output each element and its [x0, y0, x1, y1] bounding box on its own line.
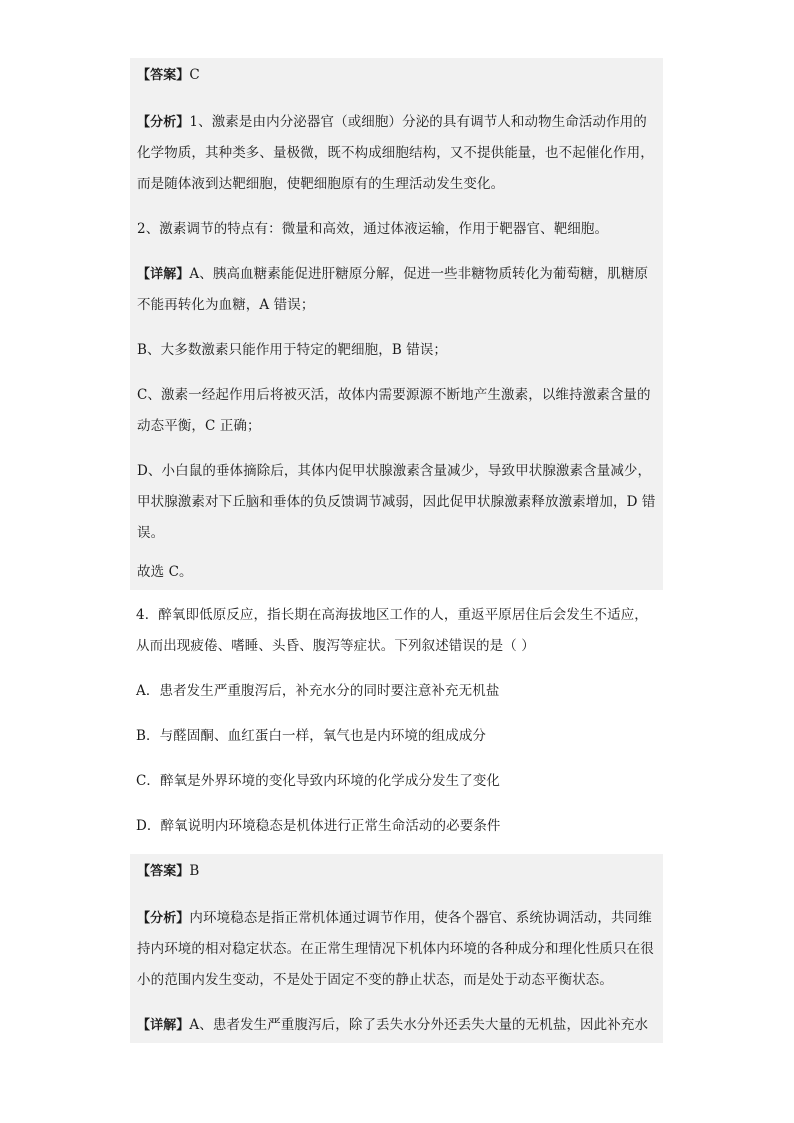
analysis-text-1: 1、激素是由内分泌器官（或细胞）分泌的具有调节人和动物生命活动作用的	[189, 114, 647, 130]
analysis2-text-1: 内环境稳态是指正常机体通过调节作用，使各个器官、系统协调活动，共同维	[189, 910, 652, 926]
analysis-line-3: 而是随体液到达靶细胞，使靶细胞原有的生理活动发生变化。	[137, 176, 505, 192]
option-a: A．患者发生严重腹泻后，补充水分的同时要注意补充无机盐	[136, 683, 500, 699]
analysis2-line-2: 持内环境的相对稳定状态。在正常生理情况下机体内环境的各种成分和理化性质只在很	[137, 941, 654, 957]
question-stem-line-1: 4．醉氧即低原反应，指长期在高海拔地区工作的人，重返平原居住后会发生不适应，	[136, 607, 648, 623]
detail-b: B、大多数激素只能作用于特定的靶细胞，B 错误；	[137, 342, 448, 358]
question-4	[130, 590, 663, 842]
detail-a-line-2: 不能再转化为血糖，A 错误；	[137, 297, 315, 313]
detail-d-line-1: D、小白鼠的垂体摘除后，其体内促甲状腺激素含量减少，导致甲状腺激素含量减少，	[137, 463, 652, 479]
answer-value: C	[189, 67, 200, 83]
option-b: B．与醛固酮、血红蛋白一样，氧气也是内环境的组成成分	[136, 728, 487, 744]
detail-d-line-3: 误。	[137, 525, 165, 541]
analysis-line-1	[134, 107, 659, 138]
detail-tag: 【详解】	[137, 267, 190, 282]
document-page	[130, 58, 663, 1043]
answer-block-1	[130, 58, 663, 590]
answer-block-2	[130, 854, 663, 1043]
analysis-tag-2: 【分析】	[137, 911, 190, 926]
detail-tag-2: 【详解】	[137, 1018, 190, 1033]
option-c: C．醉氧是外界环境的变化导致内环境的化学成分发生了变化	[136, 773, 501, 789]
conclusion: 故选 C。	[137, 564, 193, 580]
answer-line	[134, 60, 659, 91]
answer-tag: 【答案】	[137, 68, 190, 83]
detail2-a-text-1: A、患者发生严重腹泻后，除了丢失水分外还丢失大量的无机盐，因此补充水	[189, 1017, 649, 1033]
analysis2-line-1	[134, 903, 659, 934]
analysis-point-2: 2、激素调节的特点有：微量和高效，通过体液运输，作用于靶器官、靶细胞。	[137, 221, 609, 237]
detail-a-text-1: A、胰高血糖素能促进肝糖原分解，促进一些非糖物质转化为葡萄糖，肌糖原	[189, 266, 649, 282]
detail-c-line-1: C、激素一经起作用后将被灭活，故体内需要源源不断地产生激素，以维持激素含量的	[137, 387, 651, 403]
question-stem-line-2: 从而出现疲倦、嗜睡、头昏、腹泻等症状。下列叙述错误的是（ ）	[136, 638, 535, 654]
answer-value-2: B	[189, 863, 200, 879]
analysis-tag: 【分析】	[137, 115, 190, 130]
detail-a-line-1	[134, 259, 659, 290]
analysis-line-2: 化学物质，其种类多、量极微，既不构成细胞结构，又不提供能量，也不起催化作用，	[137, 145, 654, 161]
detail-c-line-2: 动态平衡，C 正确；	[137, 418, 261, 434]
answer-line-2	[134, 856, 659, 887]
detail-d-line-2: 甲状腺激素对下丘脑和垂体的负反馈调节减弱，因此促甲状腺激素释放激素增加，D 错	[137, 494, 656, 510]
analysis2-line-3: 小的范围内发生变动，不是处于固定不变的静止状态，而是处于动态平衡状态。	[137, 972, 613, 988]
option-d: D．醉氧说明内环境稳态是机体进行正常生命活动的必要条件	[136, 818, 501, 834]
detail2-a-line-1	[134, 1010, 659, 1041]
answer-tag-2: 【答案】	[137, 864, 190, 879]
